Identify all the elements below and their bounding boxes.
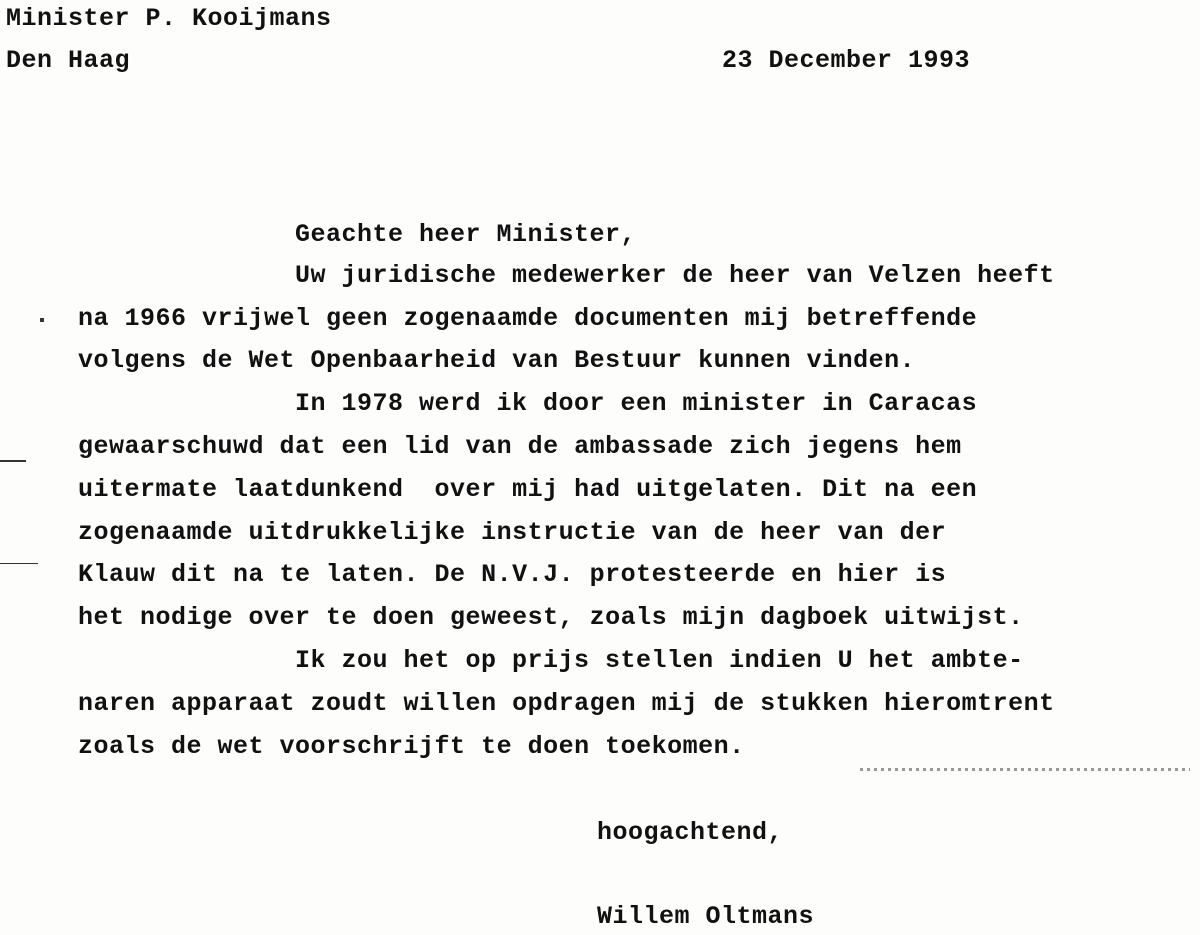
margin-mark	[0, 460, 26, 462]
letter-date: 23 December 1993	[722, 46, 971, 75]
body-line: het nodige over te doen geweest, zoals mijn dagboek uitwijst.	[78, 603, 1024, 632]
body-line: na 1966 vrijwel geen zogenaamde documenten mij betreffende	[78, 304, 978, 333]
salutation: Geachte heer Minister,	[295, 220, 637, 249]
body-line: naren apparaat zoudt willen opdragen mij de stukken hieromtrent	[78, 689, 1055, 718]
body-line: Ik zou het op prijs stellen indien U het ambte-	[295, 646, 1024, 675]
body-line: In 1978 werd ik door een minister in Caracas	[295, 389, 978, 418]
body-line: volgens de Wet Openbaarheid van Bestuur kunnen vinden.	[78, 346, 916, 375]
signature-name: Willem Oltmans	[597, 902, 815, 931]
body-line: zoals de wet voorschrijft te doen toekomen.	[78, 732, 745, 761]
body-line: Uw juridische medewerker de heer van Velzen heeft	[295, 261, 1055, 290]
closing: hoogachtend,	[597, 818, 784, 847]
body-line: zogenaamde uitdrukkelijke instructie van de heer van der	[78, 518, 947, 547]
recipient-city: Den Haag	[6, 46, 131, 75]
margin-mark	[40, 318, 44, 322]
body-line: Klauw dit na te laten. De N.V.J. protesteerde en hier is	[78, 560, 947, 589]
scan-noise	[860, 768, 1190, 771]
recipient-name: Minister P. Kooijmans	[6, 4, 332, 33]
body-line: gewaarschuwd dat een lid van de ambassade zich jegens hem	[78, 432, 962, 461]
margin-mark	[0, 563, 38, 564]
body-line: uitermate laatdunkend over mij had uitgelaten. Dit na een	[78, 475, 978, 504]
